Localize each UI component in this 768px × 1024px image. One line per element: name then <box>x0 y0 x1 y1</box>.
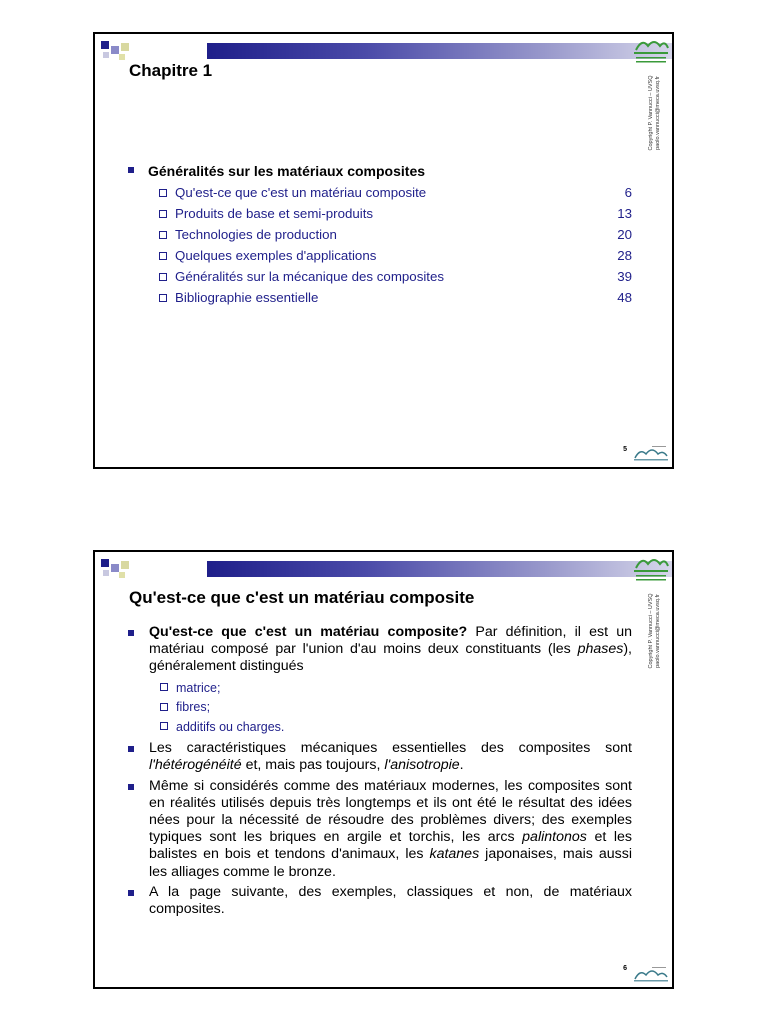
italic-term: l'anisotropie <box>384 757 460 774</box>
header-gradient-bar <box>207 43 674 59</box>
toc-label: Quelques exemples d'applications <box>175 248 377 263</box>
copyright-vertical <box>642 586 668 676</box>
toc-page: 20 <box>617 227 632 242</box>
sub-item-label: matrice; <box>176 680 221 695</box>
deco-square <box>101 559 109 567</box>
bullet-square-icon <box>128 784 134 790</box>
bullet-paragraph <box>128 624 632 676</box>
checkbox-square-icon <box>160 722 168 730</box>
toc-item <box>159 203 632 224</box>
toc-page: 39 <box>617 269 632 284</box>
toc-list <box>159 182 632 308</box>
toc-label: Produits de base et semi-produits <box>175 206 374 221</box>
toc-label: Bibliographie essentielle <box>175 290 319 305</box>
deco-square <box>103 52 109 58</box>
checkbox-square-icon <box>159 294 167 302</box>
deco-square <box>111 46 119 54</box>
text-run: . <box>459 757 464 774</box>
deco-square <box>111 564 119 572</box>
toc-page: 13 <box>617 206 632 221</box>
footer-logo-icon <box>632 965 670 985</box>
toc-page: 6 <box>624 185 632 200</box>
sub-list <box>128 679 632 738</box>
email-text: paolo.vannucci@meca.uvsq.fr <box>655 76 661 150</box>
slide-title: Chapitre 1 <box>129 61 213 80</box>
slide-title: Qu'est-ce que c'est un matériau composite <box>129 588 475 607</box>
toc-item <box>159 224 632 245</box>
checkbox-square-icon <box>159 189 167 197</box>
deco-square <box>121 43 129 51</box>
section-heading <box>128 163 425 179</box>
text-run: Par définition, il est un matériau composé par l'union d'au moins deux constituants (les <box>149 624 632 658</box>
uvsq-logo-icon <box>632 36 670 66</box>
page-number: 6 <box>623 965 627 972</box>
definition-question: Qu'est-ce que c'est un matériau composite? <box>149 624 468 640</box>
bullet-square-icon <box>128 167 134 173</box>
italic-term: phases <box>577 641 624 658</box>
bullet-paragraph <box>128 778 632 881</box>
bullet-square-icon <box>128 890 134 896</box>
sub-item-label: fibres; <box>176 700 211 715</box>
deco-square <box>103 570 109 576</box>
checkbox-square-icon <box>160 683 168 691</box>
deco-square <box>121 561 129 569</box>
bullet-paragraph <box>128 740 632 774</box>
text-run: ), généralement distingués <box>149 641 632 675</box>
checkbox-square-icon <box>159 210 167 218</box>
toc-item <box>159 245 632 266</box>
text-run: japonaises, mais aussi les alliages comme le bronze. <box>149 846 632 880</box>
sub-item <box>128 698 632 718</box>
section-heading-text: Généralités sur les matériaux composites <box>148 163 426 179</box>
header-gradient-bar <box>207 561 674 577</box>
bullet-paragraph <box>128 884 632 918</box>
bullet-square-icon <box>128 630 134 636</box>
toc-item <box>159 287 632 308</box>
toc-label: Généralités sur la mécanique des composites <box>175 269 445 284</box>
sub-item <box>128 718 632 738</box>
toc-page: 48 <box>617 290 632 305</box>
italic-term: l'hétérogénéité <box>149 757 242 774</box>
text-run: Les caractéristiques mécaniques essentielles des composites sont <box>149 740 632 757</box>
deco-square <box>119 572 125 578</box>
toc-label: Technologies de production <box>175 227 337 242</box>
copyright-text: Copyright P. Vannucci – UVSQ <box>648 593 654 669</box>
text-run: et, mais pas toujours, <box>241 757 385 774</box>
deco-square <box>101 41 109 49</box>
page-number: 5 <box>623 446 627 453</box>
checkbox-square-icon <box>160 703 168 711</box>
bullet-square-icon <box>128 746 134 752</box>
toc-page: 28 <box>617 248 632 263</box>
deco-square <box>119 54 125 60</box>
text-run: et les balistes en bois et tendons d'animaux, les <box>149 829 632 863</box>
toc-item <box>159 266 632 287</box>
slide-materiau-composite <box>93 550 674 989</box>
text-run: A la page suivante, des exemples, classiques et non, de matériaux composites. <box>149 883 632 917</box>
email-text: paolo.vannucci@meca.uvsq.fr <box>655 594 661 668</box>
slide-body <box>128 624 632 921</box>
uvsq-logo-icon <box>632 554 670 584</box>
sub-item-label: additifs ou charges. <box>176 719 285 734</box>
copyright-vertical <box>642 68 668 158</box>
sub-item <box>128 679 632 699</box>
italic-term: katanes <box>429 846 480 863</box>
text-run: Même si considérés comme des matériaux modernes, les composites sont en réalités utilisés depuis très longtemps et ils ont été le résultat des idées nées pour la nécessité de résoudre des problèmes divers; des exemples typiques sont les briques en argile et torchis, les arcs <box>149 777 632 846</box>
checkbox-square-icon <box>159 252 167 260</box>
slide-chapitre-1 <box>93 32 674 469</box>
checkbox-square-icon <box>159 231 167 239</box>
toc-label: Qu'est-ce que c'est un matériau composite <box>175 185 427 200</box>
copyright-text: Copyright P. Vannucci – UVSQ <box>648 75 654 151</box>
toc-item <box>159 182 632 203</box>
footer-logo-icon <box>632 444 670 464</box>
checkbox-square-icon <box>159 273 167 281</box>
italic-term: palintonos <box>522 829 587 846</box>
